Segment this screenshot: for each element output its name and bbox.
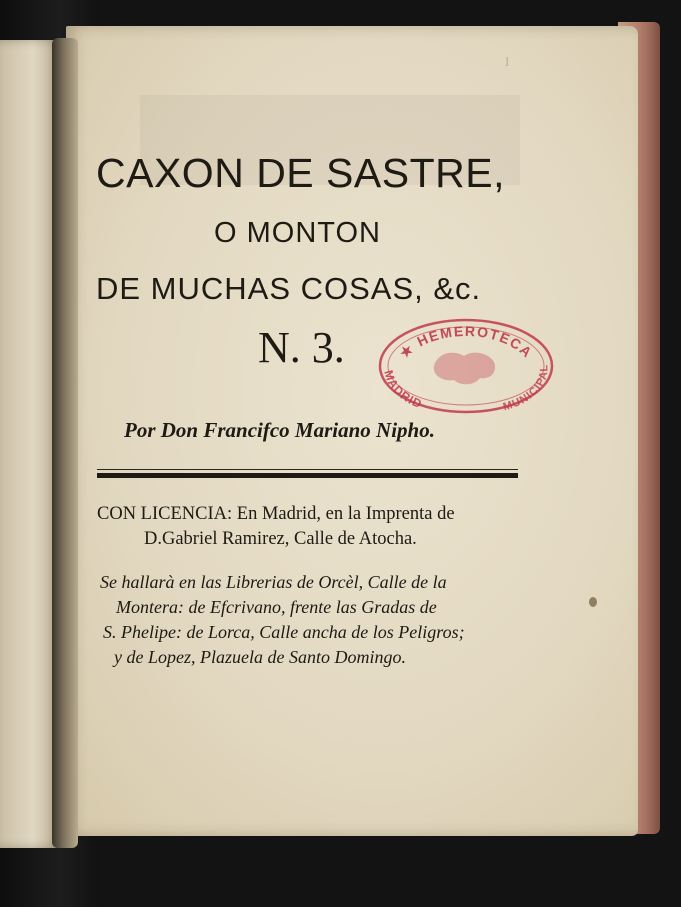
stamp-top-text: ★ HEMEROTECA [396,322,537,362]
book-gutter [52,38,78,848]
sale-line-1: Se hallarà en las Librerias de Orcèl, Calle de la [100,572,447,592]
left-page-edge [0,40,60,848]
sale-line-2: Montera: de Efcrivano, frente las Gradas de [116,597,437,617]
svg-text:MADRID [381,369,424,412]
library-stamp [376,316,556,416]
ink-blot [589,597,597,607]
stamp-emblem [434,353,495,385]
page-number: I [505,54,510,69]
sale-line-4: y de Lopez, Plazuela de Santo Domingo. [114,647,406,667]
title-line-2: O MONTON [214,217,381,249]
svg-text:MUNICIPAL [502,364,551,414]
title-line-1: CAXON DE SASTRE, [96,150,505,196]
author-line: Por Don Francifco Mariano Nipho. [124,418,435,442]
license-line-1: CON LICENCIA: En Madrid, en la Imprenta de [97,504,455,524]
stamp-left-text: MADRID [381,368,425,412]
ornamental-rule [97,473,518,478]
sale-line-3: S. Phelipe: de Lorca, Calle ancha de los Peligros; [103,622,465,642]
license-line-2: D.Gabriel Ramirez, Calle de Atocha. [144,529,417,549]
title-line-3: DE MUCHAS COSAS, &c. [96,271,482,306]
stamp-right-text: MUNICIPAL [501,363,551,414]
issue-number: N. 3. [258,323,345,372]
